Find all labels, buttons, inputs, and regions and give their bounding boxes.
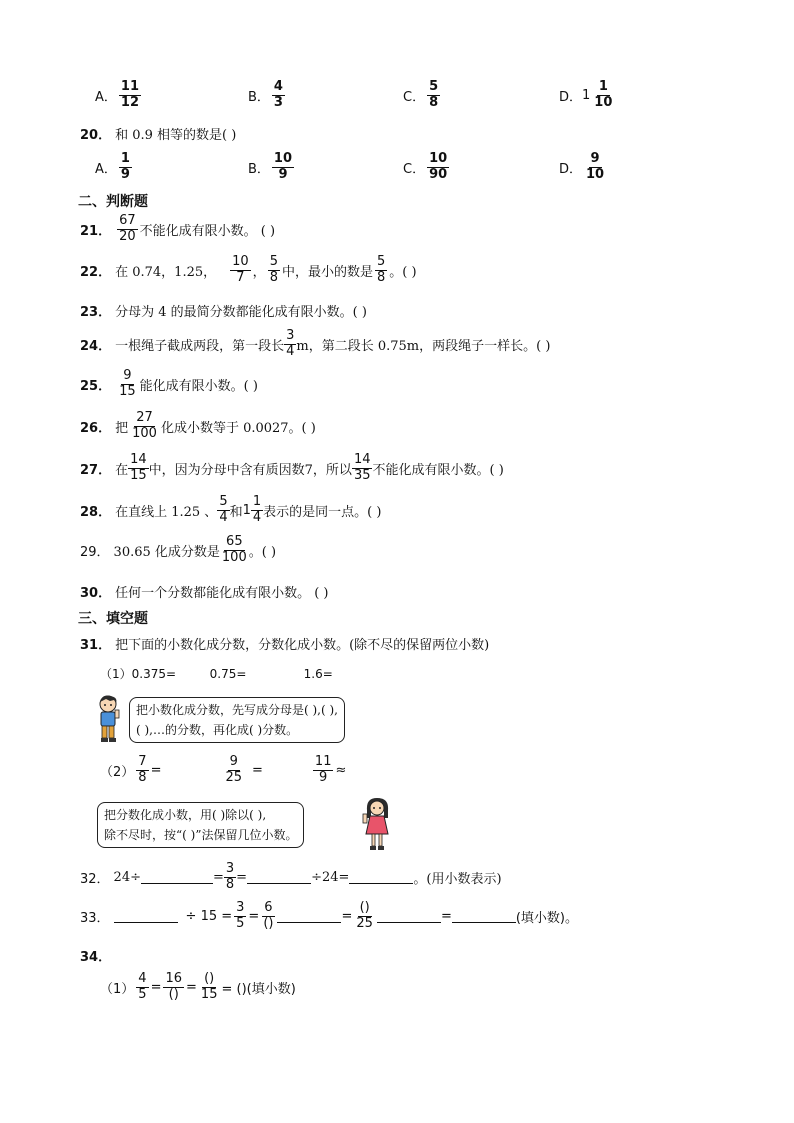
- fraction: $\frac{5}{4}$: [219, 494, 228, 525]
- fraction: $\frac{4}{5}$: [138, 971, 147, 1002]
- question-20: [80, 124, 236, 143]
- question-number: 24．: [80, 338, 112, 354]
- part-label: （1）: [100, 981, 135, 997]
- question-29: [80, 535, 276, 566]
- girl-illustration-icon: [362, 796, 394, 852]
- fraction: $\frac{1}{10}$: [594, 79, 613, 110]
- fraction: $\frac{67}{20}$: [119, 213, 136, 244]
- fraction: $\frac{3}{4}$: [286, 328, 295, 359]
- question-number: 25．: [80, 378, 112, 394]
- question-28: [80, 495, 381, 526]
- question-21: [80, 214, 275, 245]
- boy-illustration-icon: [94, 694, 126, 744]
- question-26: [80, 411, 316, 442]
- hint-bubble-decimal-to-fraction: 把小数化成分数，先写成分母是( ),( ), ( ),…的分数，再化成( )分数。: [129, 697, 345, 743]
- question-text: 表示的是同一点。( ): [263, 504, 382, 520]
- fraction: $\frac{1}{4}$: [252, 494, 262, 525]
- question-number: 34．: [80, 950, 112, 965]
- q31-part1: （1） 0.375= 0.75= 1.6=: [100, 666, 333, 681]
- q20-option-b: [248, 152, 296, 183]
- question-text: 不能化成有限小数。( ): [372, 462, 504, 478]
- option-label: B．: [248, 161, 270, 177]
- question-22: 22． 在 0.74，1.25， $\frac{10}{7}$ ， $\frac{5}{8}$ 中，最小的数是 $\frac{5}{8}$ 。( ): [80, 254, 417, 285]
- q31-part2: （2） $\frac{7}{8}$ = $\frac{9}{25}$ = $\frac{11}{9}$ ≈: [100, 754, 347, 785]
- question-number: 20．: [80, 128, 112, 143]
- question-number: 31．: [80, 638, 112, 653]
- q19-option-c: [403, 80, 442, 111]
- question-text: 在: [115, 462, 129, 478]
- answer-blank[interactable]: [349, 871, 413, 884]
- q19-option-d: [559, 80, 616, 111]
- hint-bubble-fraction-to-decimal: 把分数化成小数，用( )除以( ), 除不尽时，按“( )”法保留几位小数。: [97, 802, 304, 848]
- answer-blank[interactable]: [141, 871, 213, 884]
- option-label: A．: [95, 161, 117, 177]
- question-31: [80, 634, 489, 653]
- question-text: 任何一个分数都能化成有限小数。 ( ): [115, 586, 329, 601]
- option-label: D．: [559, 89, 583, 105]
- fraction: $\frac{9}{25}$: [225, 754, 243, 785]
- question-number: 23．: [80, 305, 112, 320]
- question-number: 21．: [80, 223, 112, 239]
- question-text: 能化成有限小数。( ): [139, 378, 258, 394]
- part-label: （2）: [100, 764, 135, 780]
- option-label: D．: [559, 161, 583, 177]
- question-number: 32．: [80, 871, 110, 887]
- question-text: 和 0.9 相等的数是( ): [115, 128, 237, 143]
- question-text: 30.65 化成分数是: [113, 544, 220, 560]
- question-number: 26．: [80, 420, 112, 436]
- option-label: C．: [403, 161, 426, 177]
- question-24: [80, 329, 550, 360]
- question-text: 在 0.74，1.25，: [115, 264, 217, 280]
- q19-option-b: [248, 80, 287, 111]
- q20-option-c: [403, 152, 451, 183]
- question-text: 。( ): [389, 264, 417, 280]
- option-label: A．: [95, 89, 117, 105]
- mixed-whole: 1: [582, 87, 591, 103]
- question-text: 把下面的小数化成分数，分数化成小数。(除不尽的保留两位小数): [115, 638, 490, 653]
- fraction: $\frac{14}{35}$: [353, 452, 371, 483]
- fraction: $\frac{5}{8}$: [429, 79, 439, 110]
- fraction: $\frac{9}{10}$: [586, 151, 605, 182]
- question-number: 28．: [80, 504, 112, 520]
- section-heading-judgement: 二、判断题: [78, 194, 148, 210]
- option-label: B．: [248, 89, 270, 105]
- fraction: $\frac{3}{8}$: [225, 861, 235, 892]
- question-text: 把: [115, 420, 129, 436]
- part-label: （1）: [100, 667, 132, 681]
- question-33: 33． ÷ 15 = $\frac{3}{5}$ = $\frac{6}{()}$ = $\frac{()}{25}$ = (填小数)。: [80, 900, 578, 931]
- mixed-whole: 1: [242, 502, 251, 518]
- fraction: $\frac{5}{8}$: [376, 254, 386, 285]
- question-text: 中，最小的数是: [281, 264, 373, 280]
- q20-option-a: [95, 152, 134, 183]
- question-text: 一根绳子截成两段，第一段长: [115, 338, 285, 354]
- answer-blank[interactable]: [247, 871, 311, 884]
- fraction: $\frac{5}{8}$: [269, 254, 278, 285]
- question-number: 27．: [80, 462, 112, 478]
- question-number: 22．: [80, 264, 112, 280]
- question-text: 中，因为分母中含有质因数7，所以: [148, 462, 352, 478]
- question-text: m，第二段长 0.75m，两段绳子一样长。( ): [296, 338, 551, 354]
- fraction: $\frac{7}{8}$: [138, 754, 147, 785]
- fraction: $\frac{10}{9}$: [273, 151, 293, 182]
- fraction: $\frac{10}{90}$: [429, 151, 448, 182]
- q34-part1: （1） $\frac{4}{5}$ = $\frac{16}{()}$ = $\frac{()}{15}$ = ()(填小数): [100, 971, 296, 1002]
- question-27: [80, 453, 504, 484]
- question-number: 29．: [80, 544, 110, 560]
- question-34: [80, 946, 115, 965]
- fraction: $\frac{()}{25}$: [356, 900, 373, 931]
- fraction: $\frac{11}{12}$: [120, 79, 139, 110]
- fraction: $\frac{27}{100}$: [132, 410, 157, 441]
- fraction: $\frac{16}{()}$: [165, 971, 183, 1002]
- question-number: 30．: [80, 586, 112, 601]
- section-heading-fill-in: 三、填空题: [78, 611, 148, 627]
- question-number: 33．: [80, 910, 110, 926]
- answer-blank[interactable]: [377, 910, 441, 923]
- question-text: 和: [229, 504, 243, 520]
- question-text: 不能化成有限小数。 ( ): [139, 223, 276, 239]
- answer-blank[interactable]: [277, 910, 341, 923]
- question-25: [80, 369, 258, 400]
- fraction: $\frac{()}{15}$: [200, 971, 218, 1002]
- question-32: 32． 24÷ = $\frac{3}{8}$ = ÷24= 。(用小数表示): [80, 861, 502, 892]
- q20-option-d: [559, 152, 608, 183]
- fraction: $\frac{6}{()}$: [263, 900, 274, 931]
- answer-blank[interactable]: [114, 910, 178, 923]
- fraction: $\frac{1}{9}$: [120, 151, 130, 182]
- answer-blank[interactable]: [452, 910, 516, 923]
- fraction: $\frac{14}{15}$: [130, 452, 147, 483]
- question-text: 在直线上 1.25 、: [115, 504, 218, 520]
- fraction: $\frac{65}{100}$: [221, 534, 247, 565]
- q19-option-a: [95, 80, 143, 111]
- question-text: 分母为 4 的最简分数都能化成有限小数。( ): [115, 305, 367, 320]
- fraction: $\frac{4}{3}$: [273, 79, 283, 110]
- question-text: 。( ): [248, 544, 277, 560]
- fraction: $\frac{3}{5}$: [236, 900, 245, 931]
- question-23: [80, 301, 367, 320]
- question-30: [80, 582, 329, 601]
- option-label: C．: [403, 89, 426, 105]
- question-text: 化成小数等于 0.0027。( ): [160, 420, 316, 436]
- fraction: $\frac{9}{15}$: [119, 368, 136, 399]
- fraction: $\frac{10}{7}$: [232, 254, 249, 285]
- fraction: $\frac{11}{9}$: [314, 754, 332, 785]
